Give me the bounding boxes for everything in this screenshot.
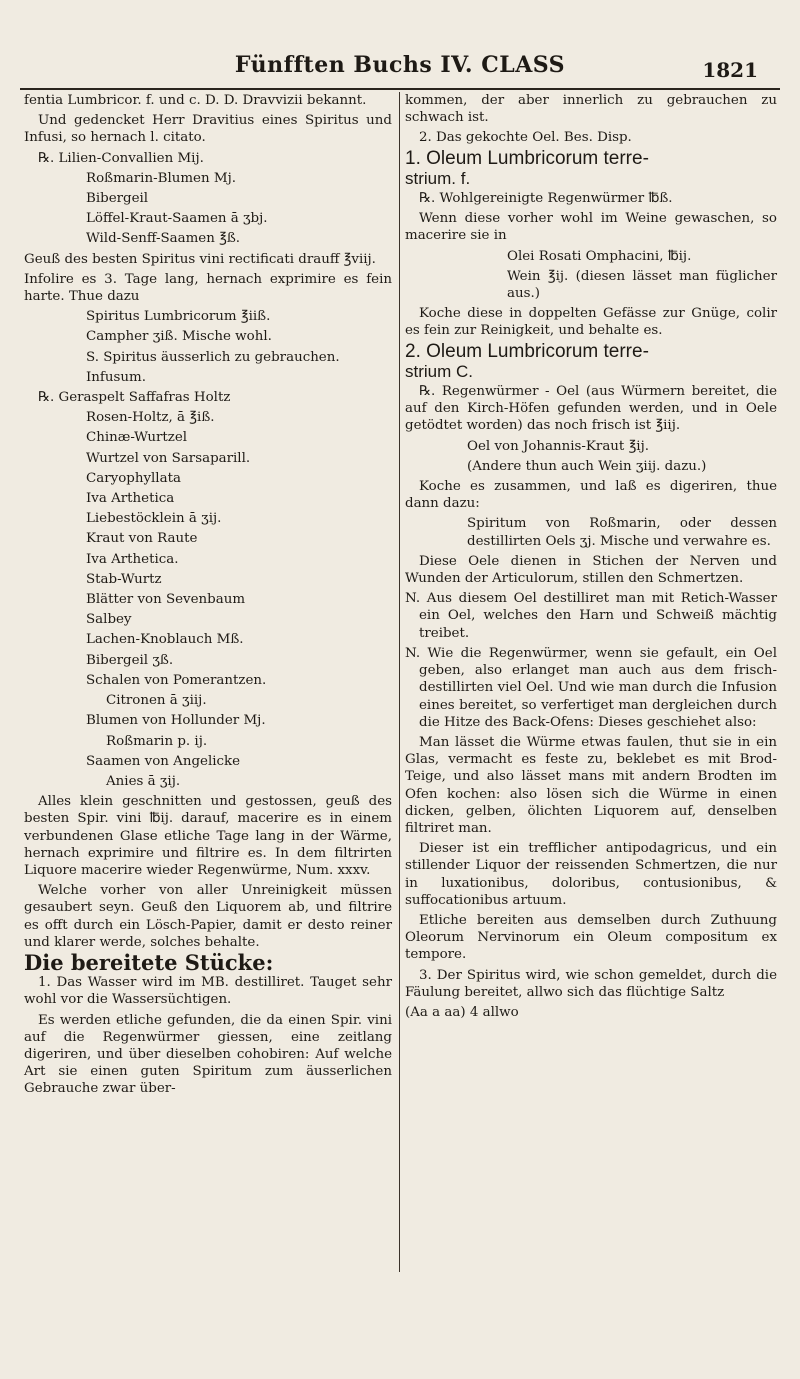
- right-column-line: (Aa a aa) 4 allwo: [405, 1004, 519, 1020]
- header-rule: [20, 88, 780, 90]
- right-column-line: Wenn diese vorher wohl im Weine gewaschen, so macerire sie in: [405, 211, 777, 244]
- left-column-line: Schalen von Pomerantzen.: [86, 672, 267, 688]
- left-column-line: Bibergeil: [86, 191, 149, 207]
- right-column-line: strium C.: [405, 361, 473, 381]
- left-column-line: Liebestöcklein ā ʒij.: [86, 511, 222, 527]
- left-column-line: Rosen-Holtz, ā ℥iß.: [86, 410, 215, 426]
- left-column-line: Und gedencket Herr Dravitius eines Spiritus und Infusi, so hernach l. citato.: [24, 113, 392, 146]
- right-column-line: kommen, der aber innerlich zu gebrauchen zu schwach ist.: [405, 93, 777, 126]
- left-column-line: Die bereitete Stücke:: [24, 949, 274, 975]
- left-column-line: Caryophyllata: [86, 470, 181, 486]
- right-column-line: Spiritum von Roßmarin, oder dessen destillirten Oels ʒj. Mische und verwahre es.: [467, 516, 777, 549]
- left-column-line: 1. Das Wasser wird im MB. destilliret. Tauget sehr wohl vor die Wassersüchtigen.: [24, 975, 392, 1008]
- left-column-line: Iva Arthetica.: [86, 551, 179, 567]
- left-column-line: Stab-Wurtz: [86, 571, 162, 587]
- left-column-line: Blätter von Sevenbaum: [86, 592, 246, 608]
- left-column-line: Anies ā ʒij.: [106, 773, 181, 789]
- right-column: [405, 92, 777, 1024]
- left-column-line: Roßmarin-Blumen Mj.: [86, 170, 236, 186]
- right-column-line: Olei Rosati Omphacini, ℔ij.: [507, 248, 692, 264]
- right-column-line: N. Aus diesem Oel destilliret man mit Retich-Wasser ein Oel, welches den Harn und Schweiß mächtig treibet.: [405, 591, 777, 641]
- left-column-line: fentia Lumbricor. f. und c. D. D. Dravvizii bekannt.: [24, 93, 367, 108]
- left-column-line: Infolire es 3. Tage lang, hernach exprimire es fein harte. Thue dazu: [24, 271, 392, 305]
- left-column-line: Spiritus Lumbricorum ℥iiß.: [86, 309, 271, 325]
- left-column: [24, 92, 392, 1101]
- left-column-line: Alles klein geschnitten und gestossen, geuß des besten Spir. vini ℔ij. darauf, macerire es in einem verbundenen Glase etliche Tage lang in der Wärme, hernach exprimire und filtrire es. In dem filtrirten Liquore macerire wieder Regenwürme, Num. xxxv.: [24, 794, 392, 878]
- left-column-line: Campher ʒiß. Mische wohl.: [86, 329, 272, 345]
- right-column-line: Oel von Johannis-Kraut ℥ij.: [467, 438, 649, 454]
- left-column-line: Blumen von Hollunder Mj.: [86, 713, 266, 729]
- right-column-line: 3. Der Spiritus wird, wie schon gemeldet, durch die Fäulung bereitet, allwo sich das flüchtige Saltz: [405, 967, 777, 1000]
- left-column-line: Wild-Senff-Saamen ℥ß.: [86, 231, 241, 247]
- left-column-line: Chinæ-Wurtzel: [86, 430, 188, 446]
- left-column-line: Löffel-Kraut-Saamen ā ʒbj.: [86, 211, 268, 227]
- left-column-line: Bibergeil ʒß.: [86, 652, 174, 668]
- left-column-line: Roßmarin p. ij.: [106, 733, 208, 749]
- page-number: 1821: [702, 58, 758, 82]
- right-column-line: Dieser ist ein trefflicher antipodagricus, und ein stillender Liquor der reissenden Schmertzen, die nur in luxationibus, doloribus, contusionibus, & suffocationibus artuum.: [405, 841, 777, 908]
- running-head: Fünfften Buchs IV. CLASS: [234, 52, 566, 78]
- right-column-line: 1. Oleum Lumbricorum terre-: [405, 147, 649, 169]
- right-column-line: N. Wie die Regenwürmer, wenn sie gefault, ein Oel geben, also erlanget man auch aus dem frisch-destillirten viel Oel. Und wie man durch die Infusion eines bereitet, so verfertiget man dergleichen durch die Hitze des Back-Ofens: Dieses geschiehet also:: [405, 645, 777, 730]
- right-column-line: Wein ℥ij. (diesen lässet man füglicher aus.): [507, 268, 777, 302]
- right-column-line: Koche diese in doppelten Gefässe zur Gnüge, colir es fein zur Reinigkeit, und behalte es.: [405, 306, 777, 339]
- left-column-line: ℞. Lilien-Convallien Mij.: [38, 150, 204, 166]
- right-column-line: 2. Oleum Lumbricorum terre-: [405, 340, 649, 362]
- left-column-line: Geuß des besten Spiritus vini rectificati drauff ℥viij.: [24, 251, 376, 267]
- left-column-line: Citronen ā ʒiij.: [106, 693, 207, 709]
- left-column-line: ℞. Geraspelt Saffafras Holtz: [38, 390, 231, 406]
- right-column-line: Etliche bereiten aus demselben durch Zuthuung Oleorum Nervinorum ein Oleum compositum ex tempore.: [405, 912, 777, 963]
- left-column-line: Lachen-Knoblauch Mß.: [86, 632, 244, 648]
- left-column-line: Saamen von Angelicke: [86, 753, 241, 769]
- left-column-line: Iva Arthetica: [86, 491, 175, 507]
- left-column-line: Welche vorher von aller Unreinigkeit müssen gesaubert seyn. Geuß den Liquorem ab, und filtrire es offt durch ein Lösch-Papier, damit er desto reiner und klarer werde, solches behalte.: [24, 883, 392, 950]
- right-column-line: strium. f.: [405, 168, 471, 188]
- right-column-line: Diese Oele dienen in Stichen der Nerven und Wunden der Articulorum, stillen den Schmertzen.: [405, 553, 777, 587]
- right-column-line: 2. Das gekochte Oel. Bes. Disp.: [419, 130, 632, 146]
- left-column-line: Es werden etliche gefunden, die da einen Spir. vini auf die Regenwürmer giessen, eine zeitlang digeriren, und über dieselben cohobiren: Auf welche Art sie einen guten Spiritum zum äusserlichen Gebrauche zwar über-: [24, 1012, 392, 1097]
- right-column-line: Koche es zusammen, und laß es digeriren, thue dann dazu:: [405, 479, 777, 512]
- left-column-line: Wurtzel von Sarsaparill.: [86, 450, 251, 466]
- right-column-line: Man lässet die Würme etwas faulen, thut sie in ein Glas, vermacht es feste zu, beklebet es mit Brod-Teige, und also lässet mans mit andern Brodten im Ofen kochen: also lösen sich die Würme in einen dicken, gelben, ölichten Liquorem auf, denselben filtriret man.: [405, 734, 777, 836]
- column-divider: [399, 92, 400, 1272]
- left-column-line: Infusum.: [86, 369, 146, 385]
- left-column-line: Kraut von Raute: [86, 531, 198, 547]
- right-column-line: ℞. Regenwürmer - Oel (aus Würmern bereitet, die auf den Kirch-Höfen gefunden werden, und in Oele getödtet worden) das noch frisch ist ℥iij.: [405, 384, 777, 434]
- left-column-line: Salbey: [86, 612, 132, 628]
- right-column-line: ℞. Wohlgereinigte Regenwürmer ℔ß.: [419, 191, 673, 207]
- right-column-line: (Andere thun auch Wein ʒiij. dazu.): [467, 458, 707, 474]
- left-column-line: S. Spiritus äusserlich zu gebrauchen.: [86, 349, 340, 365]
